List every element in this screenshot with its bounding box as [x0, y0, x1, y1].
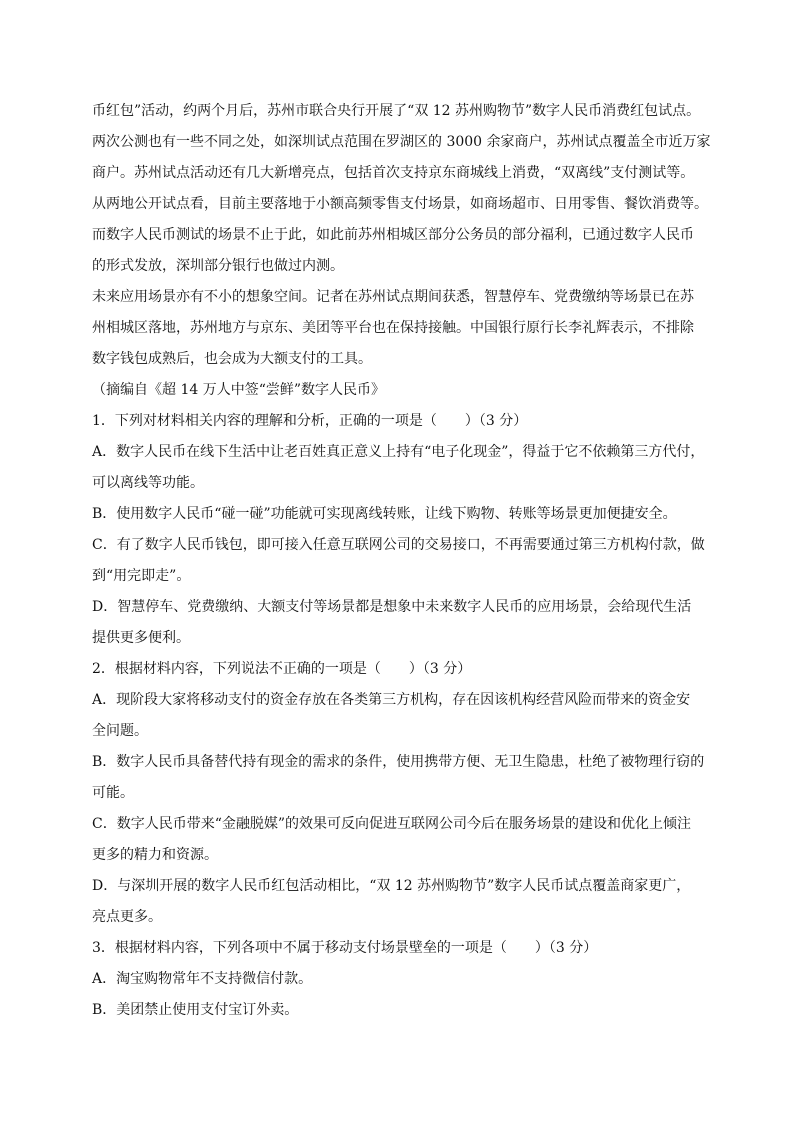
- question-2-option-a: A．现阶段大家将移动支付的资金存放在各类第三方机构，存在因该机构经营风险而带来的资金安: [92, 692, 691, 708]
- question-2-option-c-cont: 更多的精力和资源。: [92, 847, 218, 863]
- document-body: [92, 96, 711, 1026]
- question-1-option-a-cont: 可以离线等功能。: [92, 475, 204, 491]
- question-2-option-b-cont: 可能。: [92, 785, 134, 801]
- question-2-option-a-cont: 全问题。: [92, 723, 148, 739]
- question-1-option-c-cont: 到“用完即走”。: [92, 568, 191, 584]
- paragraph-line: 州相城区落地，苏州地方与京东、美团等平台也在保持接触。中国银行原行长李礼辉表示，不排除: [92, 320, 694, 336]
- question-3-option-b: B．美团禁止使用支付宝订外卖。: [92, 1002, 299, 1018]
- paragraph-line: 的形式发放，深圳部分银行也做过内测。: [92, 258, 344, 274]
- question-1-option-a: A．数字人民币在线下生活中让老百姓真正意义上持有“电子化现金”，得益于它不依赖第三方代付，: [92, 444, 705, 460]
- paragraph-line: 数字钱包成熟后，也会成为大额支付的工具。: [92, 351, 372, 367]
- question-1-option-b: B．使用数字人民币“碰一碰”功能就可实现离线转账，让线下购物、转账等场景更加便捷安全。: [92, 506, 677, 522]
- paragraph-line: 而数字人民币测试的场景不止于此，如此前苏州相城区部分公务员的部分福利，已通过数字人民币: [92, 227, 694, 243]
- question-2-option-d: D．与深圳开展的数字人民币红包活动相比，“双 12 苏州购物节”数字人民币试点覆盖商家更广，: [92, 878, 691, 894]
- question-1-stem: 1．下列对材料相关内容的理解和分析，正确的一项是（ ）（3 分）: [92, 413, 528, 429]
- paragraph-line: 币红包”活动，约两个月后，苏州市联合央行开展了“双 12 苏州购物节”数字人民币消费红包试点。: [92, 103, 701, 119]
- question-2-option-b: B．数字人民币具备替代持有现金的需求的条件，使用携带方便、无卫生隐患，杜绝了被物理行窃的: [92, 754, 705, 770]
- question-1-option-c: C．有了数字人民币钱包，即可接入任意互联网公司的交易接口，不再需要通过第三方机构付款，做: [92, 537, 705, 553]
- paragraph-line: 从两地公开试点看，目前主要落地于小额高频零售支付场景，如商场超市、日用零售、餐饮消费等。: [92, 196, 708, 212]
- question-2-option-c: C．数字人民币带来“金融脱媒”的效果可反向促进互联网公司今后在服务场景的建设和优化上倾注: [92, 816, 692, 832]
- question-3-option-a: A．淘宝购物常年不支持微信付款。: [92, 971, 313, 987]
- paragraph-line: 商户。苏州试点活动还有几大新增亮点，包括首次支持京东商城线上消费，“双离线”支付测试等。: [92, 165, 695, 181]
- question-2-option-d-cont: 亮点更多。: [92, 909, 162, 925]
- question-2-stem: 2．根据材料内容，下列说法不正确的一项是（ ）（3 分）: [92, 661, 472, 677]
- source-citation: （摘编自《超 14 万人中签“尝鲜”数字人民币》: [92, 382, 386, 398]
- question-3-stem: 3．根据材料内容，下列各项中不属于移动支付场景壁垒的一项是（ ）（3 分）: [92, 940, 598, 956]
- question-1-option-d-cont: 提供更多便利。: [92, 630, 190, 646]
- paragraph-line: 未来应用场景亦有不小的想象空间。记者在苏州试点期间获悉，智慧停车、党费缴纳等场景已在苏: [92, 289, 694, 305]
- paragraph-line: 两次公测也有一些不同之处，如深圳试点范围在罗湖区的 3000 余家商户，苏州试点覆盖全市近万家: [92, 134, 711, 150]
- question-1-option-d: D．智慧停车、党费缴纳、大额支付等场景都是想象中未来数字人民币的应用场景，会给现代生活: [92, 599, 692, 615]
